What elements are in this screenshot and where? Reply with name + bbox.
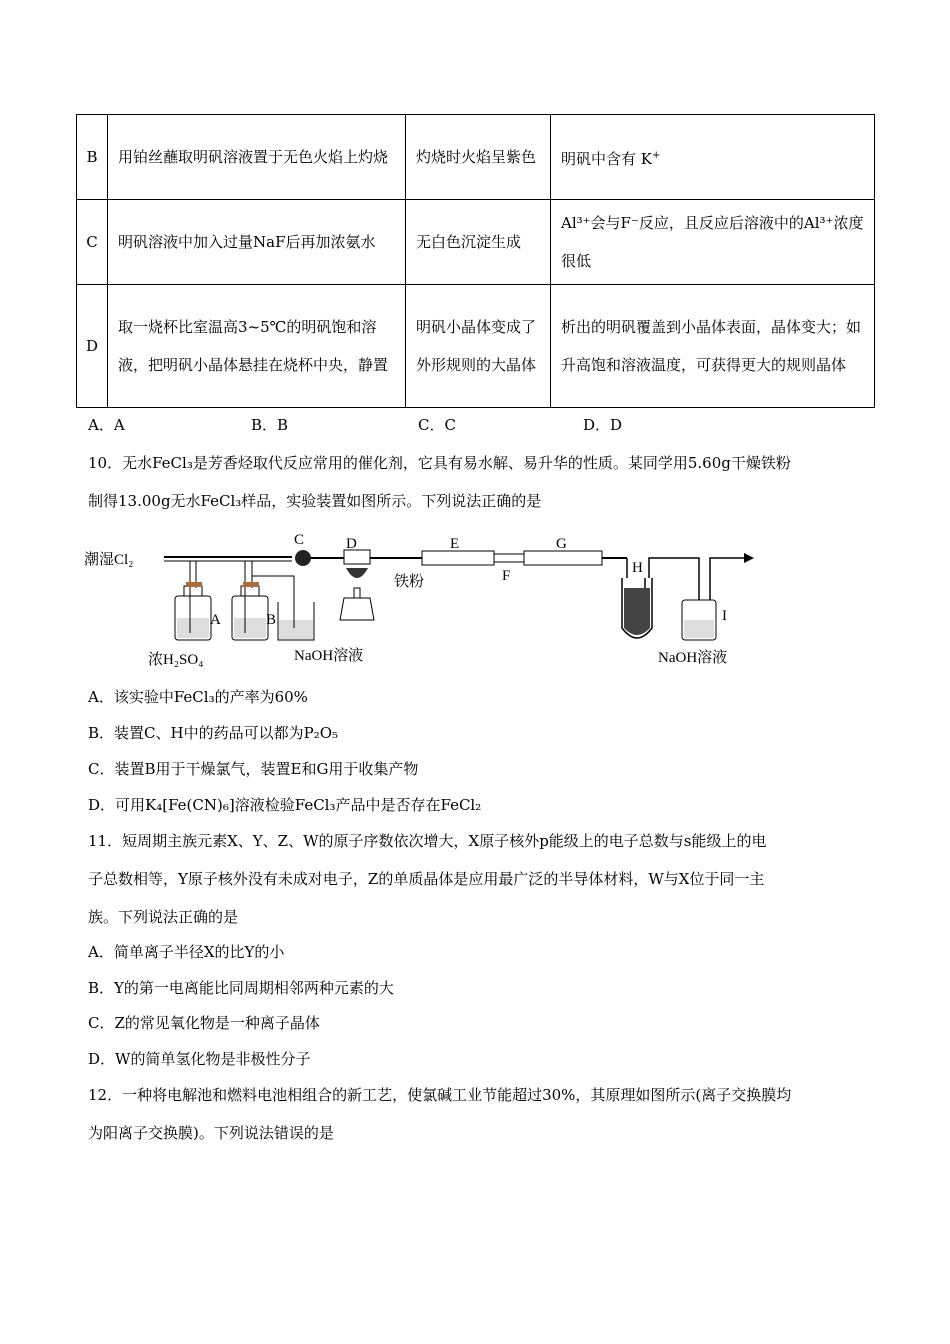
q11-stem-line1: 11．短周期主族元素X、Y、Z、W的原子序数依次增大，X原子核外p能级上的电子总数与s能级上的电 — [88, 832, 767, 850]
q10-option-d[interactable]: D．可用K₄[Fe(CN)₆]溶液检验FeCl₃产品中是否存在FeCl₂ — [88, 796, 482, 814]
label-e: E — [450, 536, 460, 552]
u-tube-h — [624, 588, 650, 635]
q11-option-c[interactable]: C．Z的常见氧化物是一种离子晶体 — [88, 1014, 320, 1032]
phenomenon-cell: 灼烧时火焰呈紫色 — [406, 115, 551, 200]
q12-stem-line2: 为阳离子交换膜)。下列说法错误的是 — [88, 1124, 334, 1142]
row-key: B — [77, 115, 108, 200]
conclusion-cell: 析出的明矾覆盖到小晶体表面，晶体变大；如升高饱和溶液温度，可获得更大的规则晶体 — [551, 285, 875, 408]
table-row — [77, 285, 875, 408]
q11-stem-line2: 子总数相等，Y原子核外没有未成对电子，Z的单质晶体是应用最广泛的半导体材料，W与X位于同一主 — [88, 870, 765, 888]
apparatus-figure — [82, 528, 762, 670]
conclusion-cell — [551, 115, 875, 200]
option-a[interactable]: A．A — [88, 416, 125, 434]
naoh-label-1: NaOH溶液 — [294, 648, 364, 664]
label-g: G — [556, 536, 567, 552]
operation-cell: 取一烧杯比室温高3~5℃的明矾饱和溶液，把明矾小晶体悬挂在烧杯中央，静置 — [108, 285, 406, 408]
operation-cell: 用铂丝蘸取明矾溶液置于无色火焰上灼烧 — [108, 115, 406, 200]
burner-d — [340, 550, 374, 620]
label-d: D — [346, 536, 357, 552]
q12-stem-line1: 12．一种将电解池和燃料电池相组合的新工艺，使氯碱工业节能超过30%，其原理如图所示(离子交换膜均 — [88, 1086, 792, 1104]
conclusion-text: 明矾中含有 — [561, 149, 637, 168]
option-b[interactable]: B．B — [251, 416, 289, 434]
q11-option-b[interactable]: B．Y的第一电离能比同周期相邻两种元素的大 — [88, 979, 394, 997]
label-b: B — [266, 612, 277, 628]
conclusion-cell: Al³⁺会与F⁻反应，且反应后溶液中的Al³⁺浓度很低 — [551, 200, 875, 285]
table-row — [77, 200, 875, 285]
table-row — [77, 115, 875, 200]
q11-option-a[interactable]: A．简单离子半径X的比Y的小 — [88, 943, 285, 961]
bottle-i — [682, 553, 754, 640]
drying-tube-c — [295, 550, 311, 566]
q11-stem-line3: 族。下列说法正确的是 — [88, 908, 239, 926]
option-c[interactable]: C．C — [418, 416, 456, 434]
label-c: C — [294, 532, 305, 548]
answer-table — [76, 114, 875, 408]
q10-option-a[interactable]: A．该实验中FeCl₃的产率为60% — [88, 688, 308, 706]
bottle-a — [175, 561, 211, 640]
q10-stem-line2: 制得13.00g无水FeCl₃样品，实验装置如图所示。下列说法正确的是 — [88, 492, 542, 510]
label-i: I — [722, 608, 727, 624]
operation-cell: 明矾溶液中加入过量NaF后再加浓氨水 — [108, 200, 406, 285]
label-a: A — [210, 612, 221, 628]
h2so4-label: 浓H₂SO₄ — [148, 652, 204, 668]
phenomenon-cell: 无白色沉淀生成 — [406, 200, 551, 285]
gas-in-label: 潮湿Cl₂ — [84, 552, 134, 568]
ion-text: K — [640, 149, 653, 168]
label-f: F — [502, 568, 511, 584]
q10-option-b[interactable]: B．装置C、H中的药品可以都为P₂O₅ — [88, 724, 338, 742]
row-key: D — [77, 285, 108, 408]
naoh-label-2: NaOH溶液 — [658, 650, 728, 666]
row-key: C — [77, 200, 108, 285]
label-h: H — [632, 560, 643, 576]
phenomenon-cell: 明矾小晶体变成了外形规则的大晶体 — [406, 285, 551, 408]
q10-stem-line1: 10．无水FeCl₃是芳香烃取代反应常用的催化剂，它具有易水解、易升华的性质。某同学用5.60g干燥铁粉 — [88, 454, 791, 472]
q11-option-d[interactable]: D．W的简单氢化物是非极性分子 — [88, 1050, 311, 1068]
q10-option-c[interactable]: C．装置B用于干燥氯气，装置E和G用于收集产物 — [88, 760, 419, 778]
bottle-b — [232, 561, 268, 640]
iron-label: 铁粉 — [394, 574, 425, 590]
ion-charge: + — [652, 149, 661, 161]
option-d[interactable]: D．D — [583, 416, 623, 434]
